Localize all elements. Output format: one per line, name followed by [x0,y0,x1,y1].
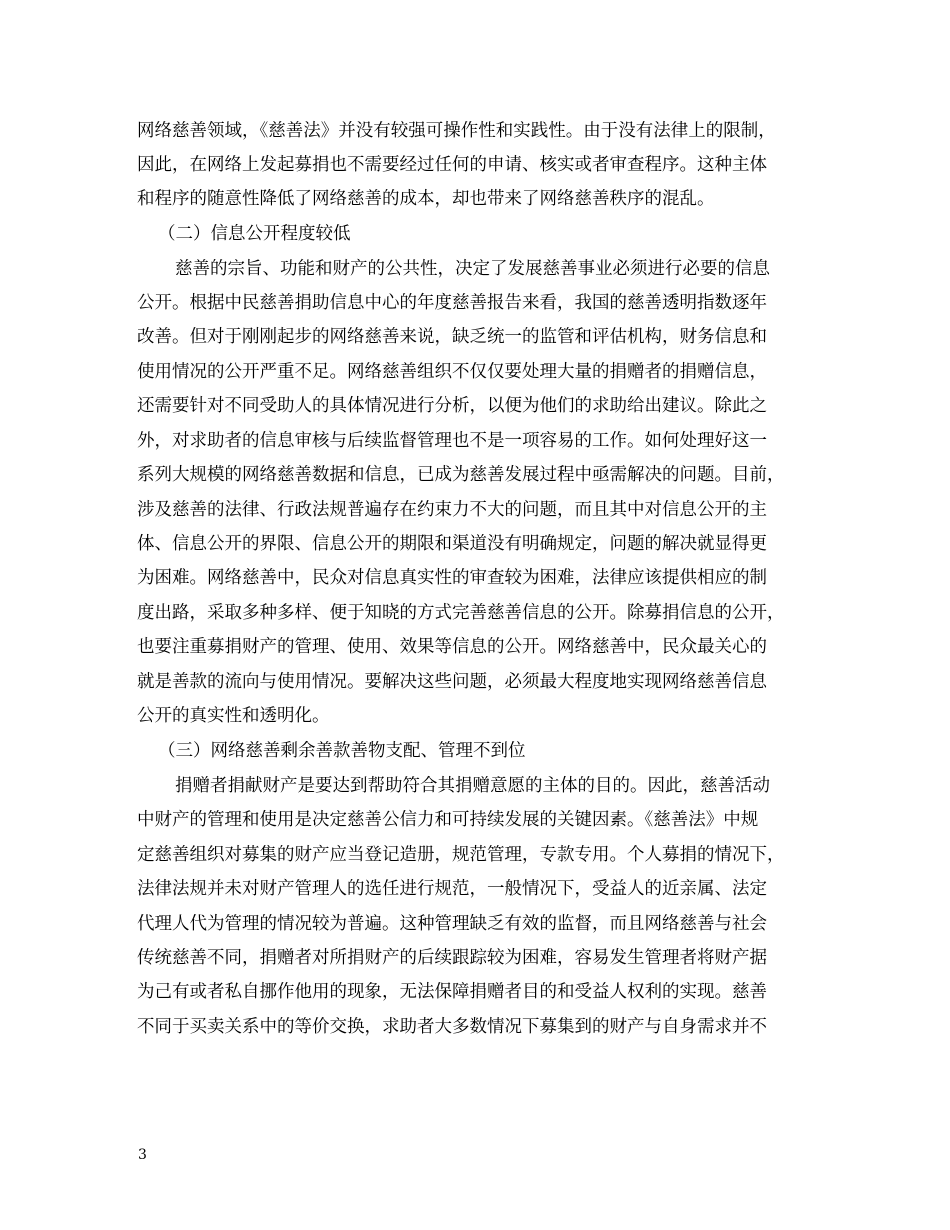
paragraph-1-line-1: 网络慈善领域，《慈善法》并没有较强可操作性和实践性。由于没有法律上的限制， [137,121,776,141]
paragraph-2-line-8: 涉及慈善的法律、行政法规普遍存在约束力不大的问题，而且其中对信息公开的主 [137,500,767,520]
paragraph-3-line-4: 法律法规并未对财产管理人的选任进行规范，一般情况下，受益人的近亲属、法定 [137,879,767,899]
paragraph-3-line-7: 为己有或者私自挪作他用的现象，无法保障捐赠者目的和受益人权利的实现。慈善 [137,982,767,1002]
paragraph-3-line-2: 中财产的管理和使用是决定慈善公信力和可持续发展的关键因素。《慈善法》中规 [137,810,759,830]
paragraph-2-line-5: 还需要针对不同受助人的具体情况进行分析，以便为他们的求助给出建议。除此之 [137,396,767,416]
paragraph-1-line-2: 因此，在网络上发起募捐也不需要经过任何的申请、核实或者审查程序。这种主体 [137,155,767,175]
section-heading-2: （二）信息公开程度较低 [158,224,351,244]
paragraph-2-line-6: 外，对求助者的信息审核与后续监督管理也不是一项容易的工作。如何处理好这一 [137,431,767,451]
paragraph-2-line-13: 就是善款的流向与使用情况。要解决这些问题，必须最大程度地实现网络慈善信息 [137,672,767,692]
paragraph-2-line-12: 也要注重募捐财产的管理、使用、效果等信息的公开。网络慈善中，民众最关心的 [137,637,767,657]
paragraph-2-line-2: 公开。根据中民慈善捐助信息中心的年度慈善报告来看，我国的慈善透明指数逐年 [137,293,767,313]
page-number: 3 [138,1147,147,1163]
paragraph-3-line-6: 传统慈善不同，捐赠者对所捐财产的后续跟踪较为困难，容易发生管理者将财产据 [137,948,767,968]
paragraph-2-line-9: 体、信息公开的界限、信息公开的期限和渠道没有明确规定，问题的解决就显得更 [137,534,767,554]
paragraph-2-line-4: 使用情况的公开严重不足。网络慈善组织不仅仅要处理大量的捐赠者的捐赠信息， [137,362,767,382]
section-heading-3: （三）网络慈善剩余善款善物支配、管理不到位 [158,741,526,761]
paragraph-3-line-3: 定慈善组织对募集的财产应当登记造册，规范管理，专款专用。个人募捐的情况下， [137,845,785,865]
paragraph-3-line-1: 捐赠者捐献财产是要达到帮助符合其捐赠意愿的主体的目的。因此，慈善活动 [175,776,770,796]
paragraph-2-line-3: 改善。但对于刚刚起步的网络慈善来说，缺乏统一的监管和评估机构，财务信息和 [137,327,767,347]
paragraph-2-line-11: 度出路，采取多种多样、便于知晓的方式完善慈善信息的公开。除募捐信息的公开， [137,603,785,623]
paragraph-2-line-1: 慈善的宗旨、功能和财产的公共性，决定了发展慈善事业必须进行必要的信息 [175,259,770,279]
paragraph-1-line-3: 和程序的随意性降低了网络慈善的成本，却也带来了网络慈善秩序的混乱。 [137,189,715,209]
paragraph-3-line-8: 不同于买卖关系中的等价交换，求助者大多数情况下募集到的财产与自身需求并不 [137,1017,767,1037]
paragraph-2-line-7: 系列大规模的网络慈善数据和信息，已成为慈善发展过程中亟需解决的问题。目前， [137,465,785,485]
paragraph-2-line-14: 公开的真实性和透明化。 [137,706,330,726]
paragraph-3-line-5: 代理人代为管理的情况较为普遍。这种管理缺乏有效的监督，而且网络慈善与社会 [137,914,767,934]
paragraph-2-line-10: 为困难。网络慈善中，民众对信息真实性的审查较为困难，法律应该提供相应的制 [137,568,767,588]
